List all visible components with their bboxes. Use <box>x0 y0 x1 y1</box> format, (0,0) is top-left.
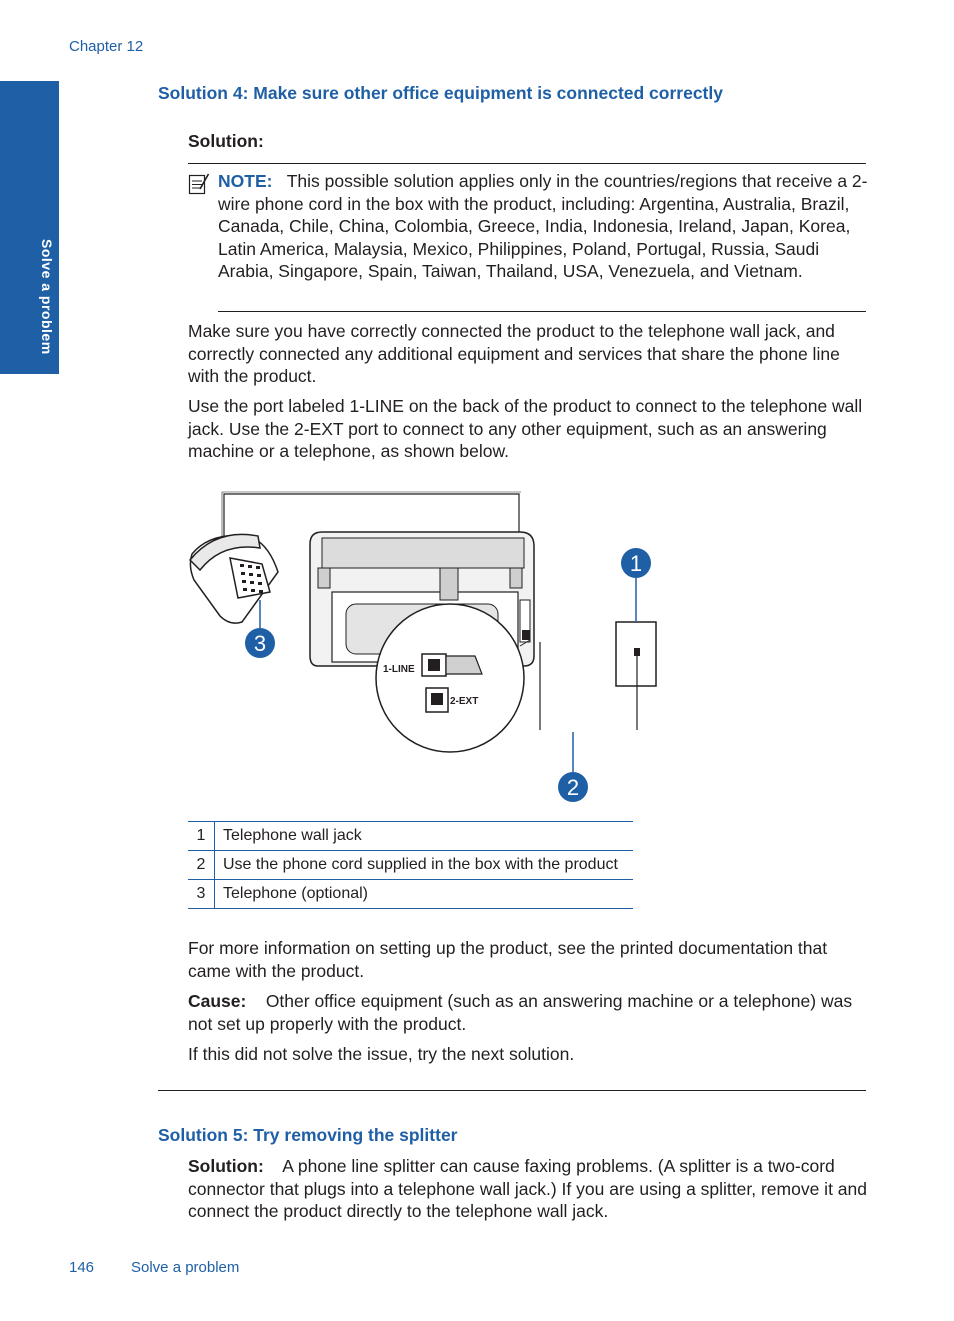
side-tab-label: Solve a problem <box>39 239 55 355</box>
port-zoom-circle <box>376 604 524 752</box>
section-divider <box>158 1090 866 1091</box>
page-number: 146 <box>69 1259 95 1276</box>
line-port <box>422 654 482 676</box>
cause-paragraph <box>188 990 868 1035</box>
cause-text: Other office equipment (such as an answering machine or a telephone) was not set up properly with the product. <box>188 991 853 1034</box>
note-label: NOTE: <box>218 171 273 191</box>
callout-1: 1 <box>629 551 643 576</box>
next-solution-text: If this did not solve the issue, try the next solution. <box>188 1044 575 1064</box>
line-port-label: 1-LINE <box>383 664 415 675</box>
legend-text: Telephone wall jack <box>215 822 634 851</box>
chapter-label: Chapter 12 <box>69 38 144 55</box>
ext-port <box>426 688 448 712</box>
note-bottom-rule <box>218 311 866 312</box>
legend-text: Use the phone cord supplied in the box with the product <box>215 851 634 880</box>
note-text: This possible solution applies only in the countries/regions that receive a 2-wire phone cord in the box with the product, including: Argentina, Australia, Brazil, Canada, Chile, China, Colombia, Greece, India, Indonesia, Ireland, Japan, Korea, Latin America, Malaysia, Mexico, Philippines, Poland, Portugal, Russia, Saudi Arabia, Singapore, Spain, Taiwan, Thailand, USA, Venezuela, and Vietnam. <box>218 171 868 281</box>
callout-3: 3 <box>253 631 267 656</box>
solution5-paragraph <box>188 1155 868 1223</box>
callout-2: 2 <box>566 775 580 800</box>
solution4-solution-label: Solution: <box>188 131 264 151</box>
wall-jack-illustration <box>616 622 656 730</box>
solution5-heading: Solution 5: Try removing the splitter <box>158 1125 458 1145</box>
solution5-solution-label: Solution: <box>188 1156 264 1176</box>
solution4-para3: For more information on setting up the product, see the printed documentation that came with the product. <box>188 938 828 981</box>
solution4-heading: Solution 4: Make sure other office equipment is connected correctly <box>158 83 723 103</box>
note-top-rule <box>188 163 866 164</box>
solution5-text: A phone line splitter can cause faxing problems. (A splitter is a two-cord connector that plugs into a telephone wall jack.) If you are using a splitter, remove it and connect the product directly to the telephone wall jack. <box>188 1156 867 1221</box>
note-body <box>218 170 868 283</box>
telephone-illustration <box>190 534 278 623</box>
solution4-para1: Make sure you have correctly connected the product to the telephone wall jack, and correctly connected any additional equipment and services that share the phone line with the product. <box>188 321 840 386</box>
figure-legend-table <box>188 821 633 909</box>
note-icon <box>188 172 210 196</box>
footer-section: Solve a problem <box>131 1259 240 1276</box>
table-row <box>188 822 633 851</box>
legend-number: 1 <box>188 822 215 851</box>
legend-number: 2 <box>188 851 215 880</box>
ext-port-label: 2-EXT <box>450 696 479 707</box>
solution4-para2: Use the port labeled 1-LINE on the back of the product to connect to the telephone wall jack. Use the 2-EXT port to connect to any other equipment, such as an answering machine or a telephone, as shown below. <box>188 396 863 461</box>
table-row <box>188 880 633 909</box>
legend-number: 3 <box>188 880 215 909</box>
cause-label: Cause: <box>188 991 247 1011</box>
connection-diagram <box>150 480 670 810</box>
legend-text: Telephone (optional) <box>215 880 634 909</box>
table-row <box>188 851 633 880</box>
